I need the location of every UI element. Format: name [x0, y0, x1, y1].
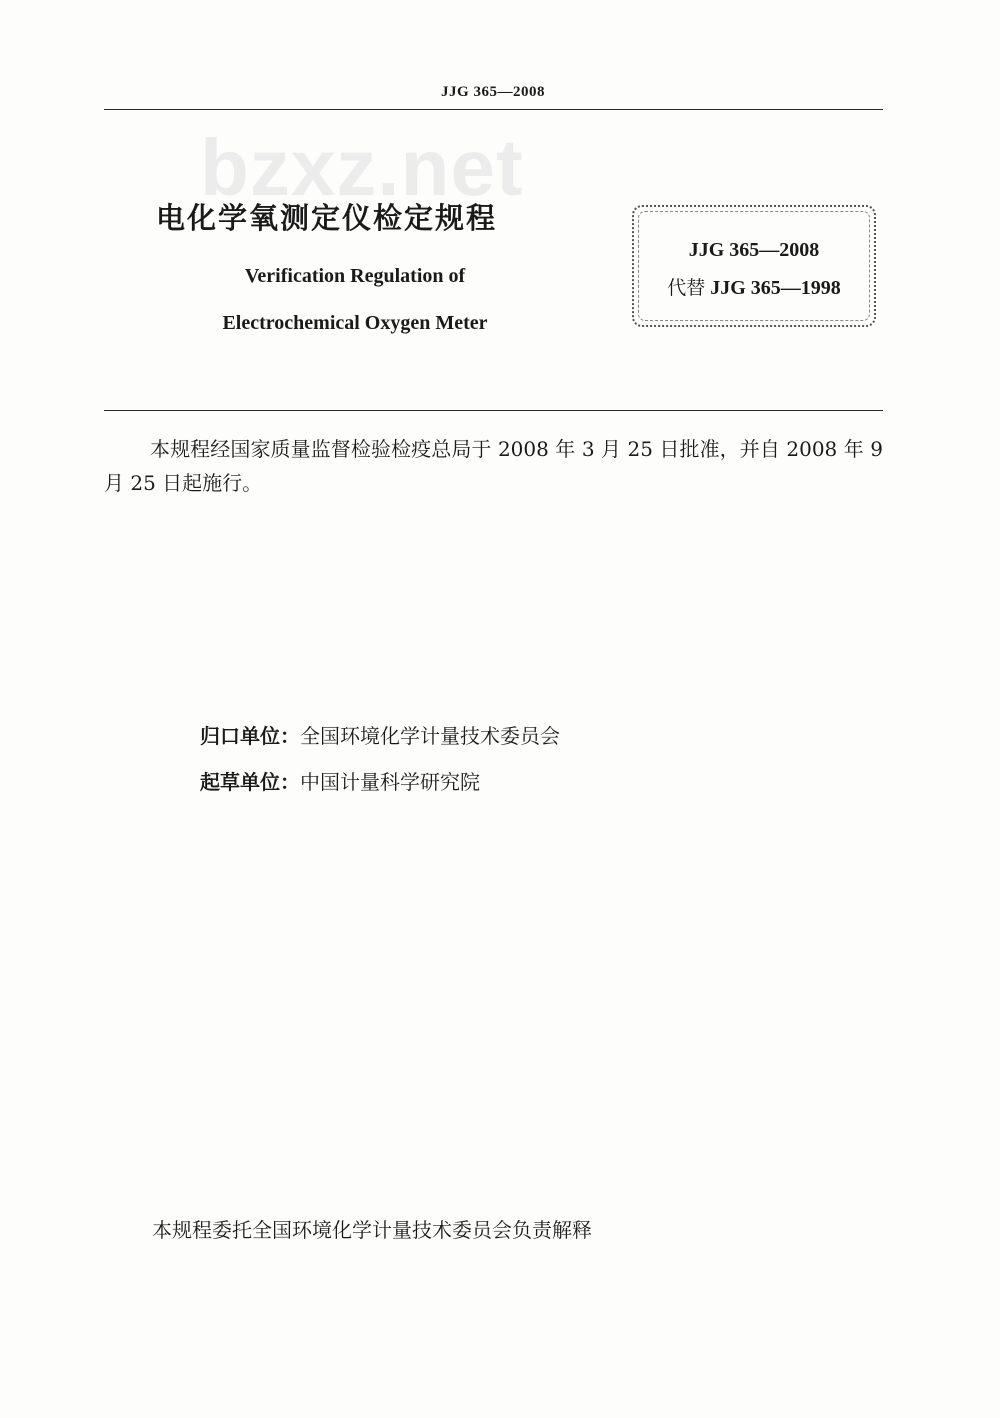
org-row-drafting — [200, 766, 480, 795]
approval-statement: 本规程经国家质量监督检验检疫总局于 2008 年 3 月 25 日批准，并自 2008 年 9 月 25 日起施行。 — [104, 437, 883, 495]
org-value: 中国计量科学研究院 — [300, 770, 480, 794]
org-row-responsible — [200, 720, 560, 749]
title-chinese: 电化学氧测定仪检定规程 — [156, 201, 498, 235]
replaces-label: 代替 — [667, 277, 706, 299]
replaces-line — [634, 273, 874, 300]
title-english-line2: Electrochemical Oxygen Meter — [222, 312, 488, 334]
standard-code-box — [632, 205, 876, 327]
title-english-line1: Verification Regulation of — [244, 265, 466, 287]
top-divider — [104, 109, 883, 110]
replaced-code: JJG 365—1998 — [710, 277, 841, 299]
code-box-inner-border — [638, 211, 870, 321]
middle-divider — [104, 410, 883, 411]
interpretation-note: 本规程委托全国环境化学计量技术委员会负责解释 — [152, 1218, 592, 1242]
org-label: 归口单位： — [200, 724, 300, 748]
header-standard-code: JJG 365—2008 — [441, 84, 545, 100]
watermark: bzxz.net — [200, 123, 524, 212]
org-value: 全国环境化学计量技术委员会 — [300, 724, 560, 748]
org-label: 起草单位： — [200, 770, 300, 794]
standard-code: JJG 365—2008 — [688, 239, 820, 261]
